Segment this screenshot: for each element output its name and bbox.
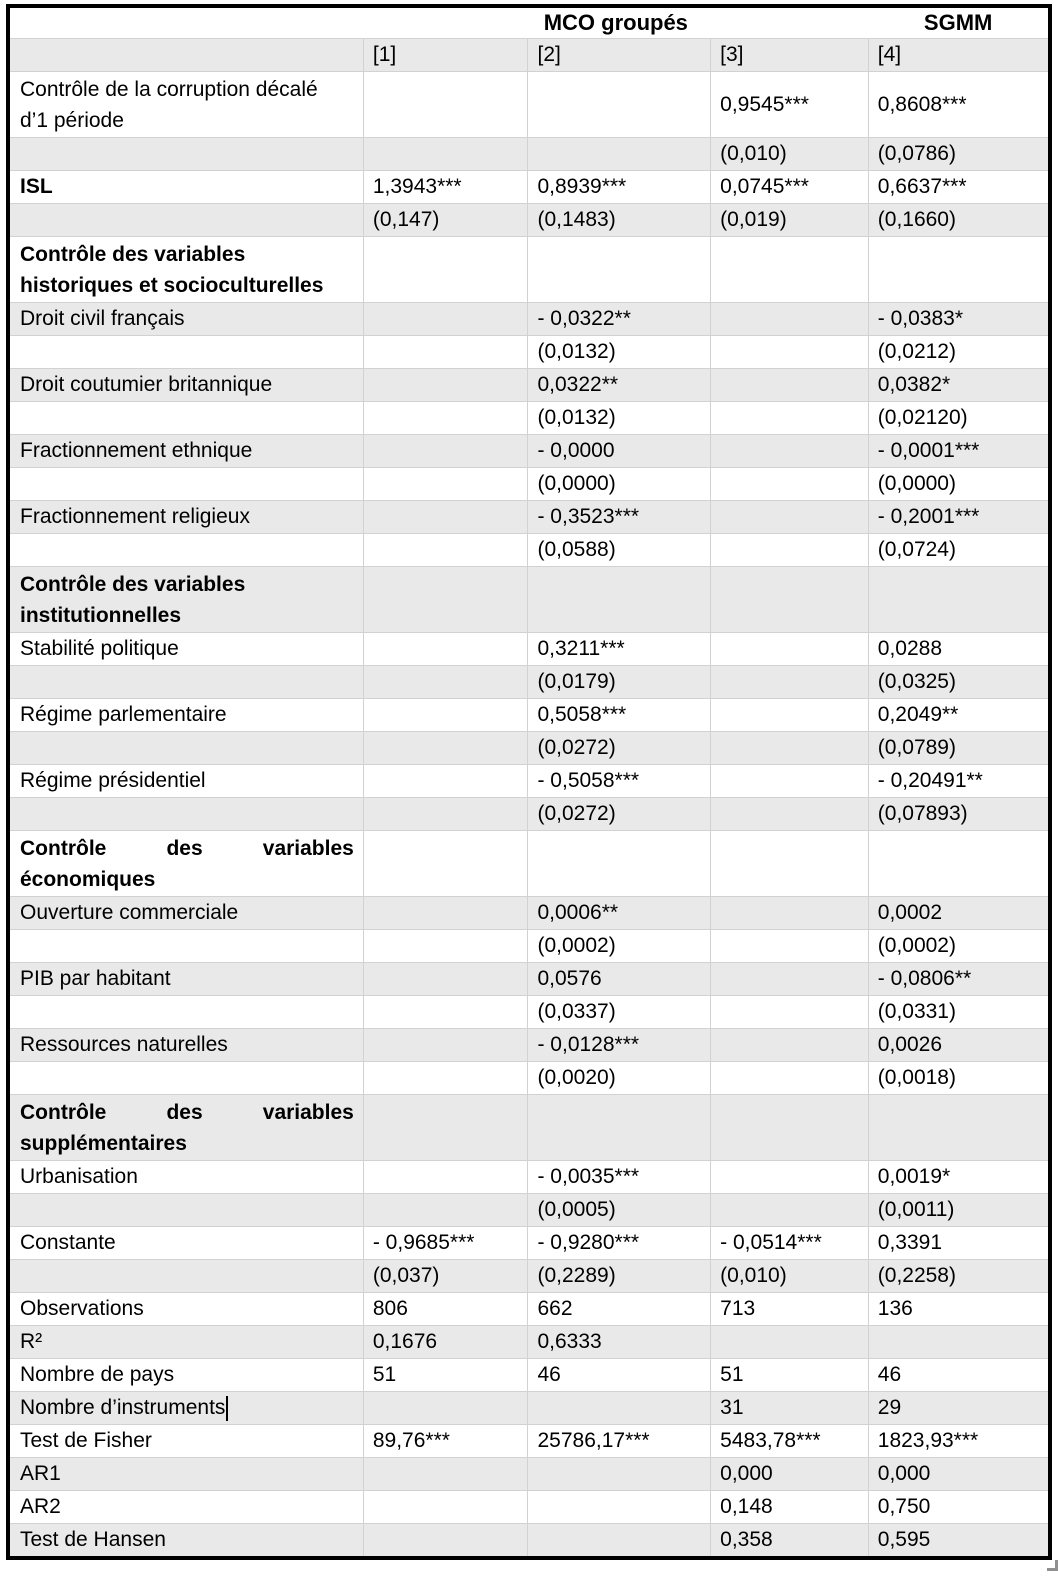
- value-cell[interactable]: (0,037): [363, 1260, 528, 1293]
- row-label-cell[interactable]: [8, 666, 363, 699]
- value-cell[interactable]: - 0,0514***: [711, 1227, 869, 1260]
- value-cell[interactable]: [711, 303, 869, 336]
- row-label-cell[interactable]: [8, 699, 363, 732]
- row-label-cell[interactable]: [8, 996, 363, 1029]
- value-cell[interactable]: 0,5058***: [528, 699, 711, 732]
- value-cell[interactable]: [711, 237, 869, 303]
- value-cell[interactable]: [528, 1392, 711, 1425]
- value-cell[interactable]: [528, 72, 711, 138]
- value-cell[interactable]: 0,8939***: [528, 171, 711, 204]
- row-label-cell[interactable]: [8, 534, 363, 567]
- value-cell[interactable]: [363, 1062, 528, 1095]
- value-cell[interactable]: (0,0325): [868, 666, 1050, 699]
- value-cell[interactable]: - 0,20491**: [868, 765, 1050, 798]
- row-label-cell[interactable]: [8, 963, 363, 996]
- value-cell[interactable]: [363, 930, 528, 963]
- value-cell[interactable]: (0,0132): [528, 336, 711, 369]
- value-cell[interactable]: (0,0000): [868, 468, 1050, 501]
- value-cell[interactable]: 0,358: [711, 1524, 869, 1559]
- row-label-cell[interactable]: [8, 1359, 363, 1392]
- regression-table: [6, 4, 1052, 1560]
- value-cell[interactable]: 0,0026: [868, 1029, 1050, 1062]
- label-line: économiques: [20, 867, 156, 891]
- value-cell[interactable]: [528, 237, 711, 303]
- value-cell[interactable]: (0,0002): [528, 930, 711, 963]
- label-line: institutionnelles: [20, 603, 182, 627]
- section-row: [8, 237, 1050, 303]
- col-header-4[interactable]: [4]: [868, 39, 1050, 72]
- value-cell[interactable]: [528, 567, 711, 633]
- value-cell[interactable]: [363, 963, 528, 996]
- row-label-cell[interactable]: [8, 1392, 363, 1425]
- value-cell[interactable]: [363, 1194, 528, 1227]
- value-cell[interactable]: [363, 897, 528, 930]
- table-row: [8, 699, 1050, 732]
- value-cell[interactable]: [363, 72, 528, 138]
- value-cell[interactable]: [363, 468, 528, 501]
- table-row: [8, 204, 1050, 237]
- value-cell[interactable]: [711, 1062, 869, 1095]
- row-label-cell[interactable]: [8, 1425, 363, 1458]
- row-label-cell[interactable]: [8, 204, 363, 237]
- row-label-cell[interactable]: [8, 633, 363, 666]
- value-cell[interactable]: [363, 798, 528, 831]
- row-label: Fractionnement religieux: [20, 505, 250, 528]
- value-cell[interactable]: [528, 1524, 711, 1559]
- row-label: Régime parlementaire: [20, 703, 227, 726]
- table-row: [8, 666, 1050, 699]
- table-row: [8, 897, 1050, 930]
- row-label: Constante: [20, 1231, 116, 1254]
- value-cell[interactable]: [711, 699, 869, 732]
- value-cell[interactable]: [711, 336, 869, 369]
- value-cell[interactable]: 31: [711, 1392, 869, 1425]
- row-label: Ressources naturelles: [20, 1033, 228, 1056]
- value-cell[interactable]: [711, 633, 869, 666]
- value-cell[interactable]: 0,000: [711, 1458, 869, 1491]
- value-cell[interactable]: [363, 402, 528, 435]
- row-label: Ouverture commerciale: [20, 901, 239, 924]
- value-cell[interactable]: 46: [528, 1359, 711, 1392]
- value-cell[interactable]: 0,0382*: [868, 369, 1050, 402]
- value-cell[interactable]: - 0,0322**: [528, 303, 711, 336]
- row-label-cell[interactable]: [8, 1260, 363, 1293]
- value-cell[interactable]: (0,0786): [868, 138, 1050, 171]
- table-row: [8, 798, 1050, 831]
- value-cell[interactable]: (0,02120): [868, 402, 1050, 435]
- value-cell[interactable]: 89,76***: [363, 1425, 528, 1458]
- value-cell[interactable]: (0,0337): [528, 996, 711, 1029]
- value-cell[interactable]: - 0,0806**: [868, 963, 1050, 996]
- value-cell[interactable]: - 0,0383*: [868, 303, 1050, 336]
- value-cell[interactable]: [711, 567, 869, 633]
- row-label: Test de Fisher: [20, 1429, 152, 1452]
- value-cell[interactable]: (0,0002): [868, 930, 1050, 963]
- value-cell[interactable]: [711, 1326, 869, 1359]
- value-cell[interactable]: [711, 666, 869, 699]
- value-cell[interactable]: [868, 1326, 1050, 1359]
- value-cell[interactable]: [711, 996, 869, 1029]
- table-row: [8, 138, 1050, 171]
- value-cell[interactable]: 29: [868, 1392, 1050, 1425]
- value-cell[interactable]: [363, 1095, 528, 1161]
- table-row: [8, 534, 1050, 567]
- row-label-cell[interactable]: [8, 1161, 363, 1194]
- value-cell[interactable]: [711, 831, 869, 897]
- row-label: R²: [20, 1330, 43, 1353]
- row-label-cell[interactable]: [8, 501, 363, 534]
- value-cell[interactable]: 136: [868, 1293, 1050, 1326]
- row-label-cell[interactable]: [8, 468, 363, 501]
- value-cell[interactable]: [363, 237, 528, 303]
- header-empty-cell[interactable]: [8, 6, 363, 39]
- row-label-cell[interactable]: [8, 798, 363, 831]
- value-cell[interactable]: 51: [363, 1359, 528, 1392]
- value-cell[interactable]: 0,0019*: [868, 1161, 1050, 1194]
- row-label: PIB par habitant: [20, 967, 171, 990]
- value-cell[interactable]: [711, 963, 869, 996]
- row-label: Observations: [20, 1297, 144, 1320]
- label-line: d’1 période: [20, 108, 124, 132]
- table-row: [8, 1260, 1050, 1293]
- value-cell[interactable]: 0,3211***: [528, 633, 711, 666]
- value-cell[interactable]: (0,147): [363, 204, 528, 237]
- row-label-cell[interactable]: [8, 171, 363, 204]
- label-line: historiques et socioculturelles: [20, 273, 324, 297]
- label-line: Contrôle de la corruption décalé: [20, 77, 318, 101]
- value-cell[interactable]: [363, 435, 528, 468]
- table-row: [8, 1491, 1050, 1524]
- value-cell[interactable]: [528, 1458, 711, 1491]
- table-row: [8, 72, 1050, 138]
- value-cell[interactable]: [711, 534, 869, 567]
- value-cell[interactable]: 0,8608***: [868, 72, 1050, 138]
- value-cell[interactable]: [528, 1095, 711, 1161]
- value-cell[interactable]: (0,2289): [528, 1260, 711, 1293]
- row-label-cell[interactable]: [8, 402, 363, 435]
- value-cell[interactable]: [711, 732, 869, 765]
- value-cell[interactable]: 0,000: [868, 1458, 1050, 1491]
- value-cell[interactable]: [363, 831, 528, 897]
- row-label-cell[interactable]: [8, 897, 363, 930]
- value-cell[interactable]: [363, 369, 528, 402]
- value-cell[interactable]: (0,0272): [528, 732, 711, 765]
- value-cell[interactable]: (0,0331): [868, 996, 1050, 1029]
- table-row: [8, 1029, 1050, 1062]
- value-cell[interactable]: [363, 1491, 528, 1524]
- value-cell[interactable]: 0,0745***: [711, 171, 869, 204]
- value-cell[interactable]: 5483,78***: [711, 1425, 869, 1458]
- col-header-1[interactable]: [1]: [363, 39, 528, 72]
- table-row: [8, 336, 1050, 369]
- table-row: [8, 732, 1050, 765]
- table-row: [8, 1161, 1050, 1194]
- table-row: [8, 402, 1050, 435]
- table-row: [8, 633, 1050, 666]
- value-cell[interactable]: (0,0272): [528, 798, 711, 831]
- value-cell[interactable]: [363, 699, 528, 732]
- value-cell[interactable]: 0,148: [711, 1491, 869, 1524]
- value-cell[interactable]: - 0,9685***: [363, 1227, 528, 1260]
- value-cell[interactable]: [868, 237, 1050, 303]
- value-cell[interactable]: - 0,5058***: [528, 765, 711, 798]
- table-row: [8, 963, 1050, 996]
- label-line: Contrôle des variables: [20, 242, 246, 266]
- row-label: AR1: [20, 1462, 61, 1485]
- value-cell[interactable]: [363, 534, 528, 567]
- row-label-cell[interactable]: [8, 1062, 363, 1095]
- table-row: [8, 1392, 1050, 1425]
- value-cell[interactable]: 806: [363, 1293, 528, 1326]
- value-cell[interactable]: (0,0212): [868, 336, 1050, 369]
- header-empty-cell[interactable]: [8, 39, 363, 72]
- row-label-cell[interactable]: [8, 930, 363, 963]
- value-cell[interactable]: [711, 798, 869, 831]
- value-cell[interactable]: [363, 336, 528, 369]
- value-cell[interactable]: 0,1676: [363, 1326, 528, 1359]
- row-label-cell[interactable]: [8, 369, 363, 402]
- value-cell[interactable]: (0,0011): [868, 1194, 1050, 1227]
- value-cell[interactable]: (0,0179): [528, 666, 711, 699]
- label-line: Contrôle des variables: [20, 836, 354, 860]
- value-cell[interactable]: (0,0789): [868, 732, 1050, 765]
- value-cell[interactable]: [711, 897, 869, 930]
- value-cell[interactable]: 1,3943***: [363, 171, 528, 204]
- row-label: Nombre de pays: [20, 1363, 175, 1386]
- value-cell[interactable]: [711, 1194, 869, 1227]
- row-label-cell[interactable]: [8, 435, 363, 468]
- row-label: Stabilité politique: [20, 637, 179, 660]
- value-cell[interactable]: [528, 138, 711, 171]
- value-cell[interactable]: [711, 501, 869, 534]
- table-row: [8, 501, 1050, 534]
- row-label-cell[interactable]: [8, 1326, 363, 1359]
- table-row: [8, 303, 1050, 336]
- row-label: Nombre d’instruments: [20, 1396, 226, 1419]
- table-row: [8, 1458, 1050, 1491]
- row-label-cell[interactable]: [8, 303, 363, 336]
- value-cell[interactable]: 713: [711, 1293, 869, 1326]
- row-label-cell[interactable]: [8, 1194, 363, 1227]
- value-cell[interactable]: [868, 1095, 1050, 1161]
- value-cell[interactable]: 0,0322**: [528, 369, 711, 402]
- value-cell[interactable]: - 0,3523***: [528, 501, 711, 534]
- value-cell[interactable]: - 0,0000: [528, 435, 711, 468]
- row-label: ISL: [20, 175, 53, 198]
- column-group-mco-groupes[interactable]: MCO groupés: [363, 6, 868, 39]
- value-cell[interactable]: - 0,9280***: [528, 1227, 711, 1260]
- value-cell[interactable]: - 0,0001***: [868, 435, 1050, 468]
- value-cell[interactable]: 0,6637***: [868, 171, 1050, 204]
- table-row: [8, 1194, 1050, 1227]
- value-cell[interactable]: (0,0588): [528, 534, 711, 567]
- value-cell[interactable]: (0,019): [711, 204, 869, 237]
- section-row: [8, 1095, 1050, 1161]
- value-cell[interactable]: 51: [711, 1359, 869, 1392]
- section-row: [8, 831, 1050, 897]
- row-label-cell[interactable]: [8, 1458, 363, 1491]
- row-label-cell[interactable]: [8, 72, 363, 138]
- value-cell[interactable]: [363, 1161, 528, 1194]
- table-row: [8, 996, 1050, 1029]
- row-label: AR2: [20, 1495, 61, 1518]
- value-cell[interactable]: 0,0002: [868, 897, 1050, 930]
- section-label-cell[interactable]: [8, 237, 363, 303]
- row-label: Droit civil français: [20, 307, 185, 330]
- value-cell[interactable]: (0,0018): [868, 1062, 1050, 1095]
- col-header-2[interactable]: [2]: [528, 39, 711, 72]
- header-cols-row: [8, 39, 1050, 72]
- value-cell[interactable]: [528, 831, 711, 897]
- value-cell[interactable]: [711, 435, 869, 468]
- value-cell[interactable]: [363, 732, 528, 765]
- value-cell[interactable]: [711, 468, 869, 501]
- row-label-cell[interactable]: [8, 1293, 363, 1326]
- text-cursor: [226, 1396, 228, 1421]
- value-cell[interactable]: [711, 1095, 869, 1161]
- row-label-cell[interactable]: [8, 1491, 363, 1524]
- value-cell[interactable]: (0,0724): [868, 534, 1050, 567]
- value-cell[interactable]: [711, 765, 869, 798]
- table-row: [8, 369, 1050, 402]
- row-label: Urbanisation: [20, 1165, 138, 1188]
- value-cell[interactable]: [868, 831, 1050, 897]
- value-cell[interactable]: 0,0006**: [528, 897, 711, 930]
- col-header-3[interactable]: [3]: [711, 39, 869, 72]
- value-cell[interactable]: 0,2049**: [868, 699, 1050, 732]
- value-cell[interactable]: [363, 633, 528, 666]
- table-row: [8, 1326, 1050, 1359]
- value-cell[interactable]: (0,0000): [528, 468, 711, 501]
- value-cell[interactable]: [363, 567, 528, 633]
- value-cell[interactable]: 0,3391: [868, 1227, 1050, 1260]
- row-label: Régime présidentiel: [20, 769, 206, 792]
- row-label-cell[interactable]: [8, 336, 363, 369]
- value-cell[interactable]: 0,0576: [528, 963, 711, 996]
- header-group-row: [8, 6, 1050, 39]
- value-cell[interactable]: [711, 930, 869, 963]
- value-cell[interactable]: 0,0288: [868, 633, 1050, 666]
- value-cell[interactable]: [363, 1029, 528, 1062]
- table-row: [8, 1062, 1050, 1095]
- label-line: Contrôle des variables: [20, 572, 246, 596]
- value-cell[interactable]: [363, 138, 528, 171]
- value-cell[interactable]: (0,010): [711, 1260, 869, 1293]
- value-cell[interactable]: - 0,2001***: [868, 501, 1050, 534]
- table-row: [8, 171, 1050, 204]
- value-cell[interactable]: 0,9545***: [711, 72, 869, 138]
- row-label: Test de Hansen: [20, 1528, 166, 1551]
- table-row: [8, 1425, 1050, 1458]
- table-row: [8, 765, 1050, 798]
- row-label-cell[interactable]: [8, 732, 363, 765]
- value-cell[interactable]: (0,0020): [528, 1062, 711, 1095]
- row-label-cell[interactable]: [8, 1227, 363, 1260]
- value-cell[interactable]: [711, 369, 869, 402]
- row-label-cell[interactable]: [8, 1524, 363, 1559]
- value-cell[interactable]: [363, 666, 528, 699]
- table-row: [8, 1227, 1050, 1260]
- value-cell[interactable]: - 0,0128***: [528, 1029, 711, 1062]
- value-cell[interactable]: [363, 303, 528, 336]
- table-row: [8, 1524, 1050, 1559]
- value-cell[interactable]: [363, 1524, 528, 1559]
- value-cell[interactable]: 0,6333: [528, 1326, 711, 1359]
- value-cell[interactable]: (0,1660): [868, 204, 1050, 237]
- value-cell[interactable]: 1823,93***: [868, 1425, 1050, 1458]
- value-cell[interactable]: [363, 1392, 528, 1425]
- table-row: [8, 1359, 1050, 1392]
- column-group-sgmm[interactable]: SGMM: [868, 6, 1050, 39]
- value-cell[interactable]: (0,2258): [868, 1260, 1050, 1293]
- value-cell[interactable]: [711, 1161, 869, 1194]
- value-cell[interactable]: [711, 402, 869, 435]
- row-label-cell[interactable]: [8, 765, 363, 798]
- value-cell[interactable]: [363, 996, 528, 1029]
- value-cell[interactable]: [528, 1491, 711, 1524]
- label-line: supplémentaires: [20, 1131, 187, 1155]
- value-cell[interactable]: 0,595: [868, 1524, 1050, 1559]
- row-label-cell[interactable]: [8, 138, 363, 171]
- table-resize-handle[interactable]: [1047, 1560, 1058, 1571]
- table-row: [8, 930, 1050, 963]
- section-label-cell[interactable]: [8, 567, 363, 633]
- table-row: [8, 468, 1050, 501]
- value-cell[interactable]: 662: [528, 1293, 711, 1326]
- value-cell[interactable]: [363, 1458, 528, 1491]
- value-cell[interactable]: (0,0132): [528, 402, 711, 435]
- value-cell[interactable]: (0,1483): [528, 204, 711, 237]
- label-line: Contrôle des variables: [20, 1100, 354, 1124]
- value-cell[interactable]: 46: [868, 1359, 1050, 1392]
- value-cell[interactable]: [868, 567, 1050, 633]
- section-row: [8, 567, 1050, 633]
- value-cell[interactable]: [363, 765, 528, 798]
- value-cell[interactable]: [711, 1029, 869, 1062]
- value-cell[interactable]: 25786,17***: [528, 1425, 711, 1458]
- value-cell[interactable]: (0,010): [711, 138, 869, 171]
- section-label-cell[interactable]: [8, 831, 363, 897]
- row-label: Fractionnement ethnique: [20, 439, 253, 462]
- section-label-cell[interactable]: [8, 1095, 363, 1161]
- value-cell[interactable]: 0,750: [868, 1491, 1050, 1524]
- value-cell[interactable]: [363, 501, 528, 534]
- table-row: [8, 1293, 1050, 1326]
- row-label: Droit coutumier britannique: [20, 373, 273, 396]
- value-cell[interactable]: (0,0005): [528, 1194, 711, 1227]
- value-cell[interactable]: - 0,0035***: [528, 1161, 711, 1194]
- table-row: [8, 435, 1050, 468]
- row-label-cell[interactable]: [8, 1029, 363, 1062]
- value-cell[interactable]: (0,07893): [868, 798, 1050, 831]
